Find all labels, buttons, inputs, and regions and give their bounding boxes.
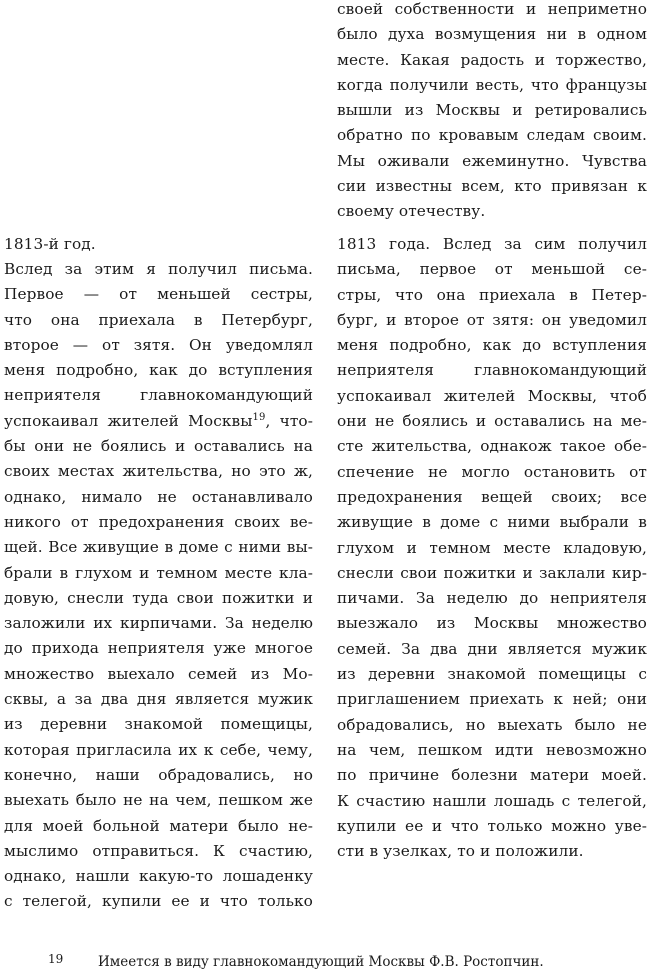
text-line: меня подробно, как до вступления <box>4 361 313 380</box>
text-line: пичами. За неделю до неприятеля <box>337 589 647 608</box>
text-line <box>4 409 313 434</box>
text-line: из деревни знакомой помещицы с <box>337 665 647 684</box>
text-line: они не боялись и оставались на ме- <box>337 412 647 431</box>
right-column-continuation <box>337 0 647 225</box>
text-line: предохранения вещей своих; все <box>337 487 647 506</box>
text-line: своих местах жительства, но это ж, <box>4 462 313 481</box>
text-line: для моей больной матери было не- <box>4 816 313 835</box>
text-line: выехать было не на чем, пешком же <box>4 791 313 810</box>
text-line: множество выехало семей из Мо- <box>4 664 313 683</box>
text-line: щей. Все живущие в доме с ними вы- <box>4 538 313 557</box>
year-heading: 1813-й год. <box>4 235 96 253</box>
text-line: однако, нимало не останавливало <box>4 487 313 506</box>
text-line: семей. За два дни является мужик <box>337 639 647 658</box>
text-line: неприятеля главнокомандующий <box>337 361 647 380</box>
text-line: на чем, пешком идти невозможно <box>337 740 647 759</box>
text-line: никого от предохранения своих ве- <box>4 512 313 531</box>
text-line: сте жительства, однакож такое обе- <box>337 437 647 456</box>
text-line: успокаивал жителей Москвы, чтоб <box>337 386 647 405</box>
text-line: живущие в доме с ними выбрали в <box>337 513 647 532</box>
text-line: Вслед за этим я получил письма. <box>4 260 313 278</box>
text-line: обратно по кровавым следам своим. <box>337 126 647 145</box>
text-line: К счастию нашли лошадь с телегой, <box>337 791 647 810</box>
text-line: снесли свои пожитки и заклали кир- <box>337 563 647 582</box>
text-line: с телегой, купили ее и что только <box>4 892 313 911</box>
text-line: меня подробно, как до вступления <box>337 336 647 355</box>
text-line: сии известны всем, кто привязан к <box>337 177 647 196</box>
footnote-reference: 19 <box>252 411 266 423</box>
text-line: сквы, а за два дня является мужик <box>4 690 313 709</box>
text-line: конечно, наши обрадовались, но <box>4 765 313 784</box>
text-line: которая пригласила их к себе, чему, <box>4 740 313 759</box>
text-line: бы они не боялись и оставались на <box>4 437 313 456</box>
right-column-text <box>337 232 647 864</box>
text-line: брали в глухом и темном месте кла- <box>4 563 313 582</box>
text-line: приглашением приехать к ней; они <box>337 690 647 709</box>
left-column-text <box>4 257 313 915</box>
text-line: неприятеля главнокомандующий <box>4 386 313 405</box>
text-line-fragment: , что- <box>265 411 314 430</box>
text-line: заложили их кирпичами. За неделю <box>4 614 313 633</box>
text-line: мыслимо отправиться. К счастию, <box>4 841 313 860</box>
text-line: было духа возмущения ни в одном <box>337 25 647 44</box>
text-line: однако, нашли какую-то лошаденку <box>4 867 313 886</box>
text-line: выезжало из Москвы множество <box>337 614 647 633</box>
text-line: глухом и темном месте кладовую, <box>337 538 647 557</box>
text-line: спечение не могло остановить от <box>337 462 647 481</box>
text-line: до прихода неприятеля уже многое <box>4 639 313 658</box>
text-line: второе — от зятя. Он уведомлял <box>4 335 313 354</box>
text-line: стры, что она приехала в Петер- <box>337 285 647 304</box>
footnote-text: Имеется в виду главнокомандующий Москвы Ф.В. Ростопчин. <box>98 954 544 970</box>
text-line: сти в узелках, то и положили. <box>337 842 584 861</box>
text-line: что она приехала в Петербург, <box>4 310 313 329</box>
text-line: своей собственности и неприметно <box>337 0 647 18</box>
text-line: месте. Какая радость и торжество, <box>337 50 647 69</box>
left-year-heading <box>4 232 313 257</box>
text-line: своему отечеству. <box>337 202 486 221</box>
text-line: довую, снесли туда свои пожитки и <box>4 588 313 607</box>
text-line: бург, и второе от зятя: он уведомил <box>337 310 647 329</box>
text-line: вышли из Москвы и ретировались <box>337 101 647 120</box>
text-line-fragment: успокаивал жителей Москвы <box>4 411 253 430</box>
text-line: по причине болезни матери моей. <box>337 766 647 785</box>
text-line: когда получили весть, что французы <box>337 75 647 94</box>
text-line: 1813 года. Вслед за сим получил <box>337 235 647 253</box>
text-line: из деревни знакомой помещицы, <box>4 715 313 734</box>
text-line: обрадовались, но выехать было не <box>337 715 647 734</box>
text-line: Первое — от меньшей сестры, <box>4 285 313 304</box>
footnote-number: 19 <box>48 952 64 966</box>
footnote <box>0 948 654 972</box>
text-line: письма, первое от меньшой се- <box>337 260 647 279</box>
text-line: купили ее и что только можно уве- <box>337 816 647 835</box>
text-line: Мы оживали ежеминутно. Чувства <box>337 151 647 170</box>
